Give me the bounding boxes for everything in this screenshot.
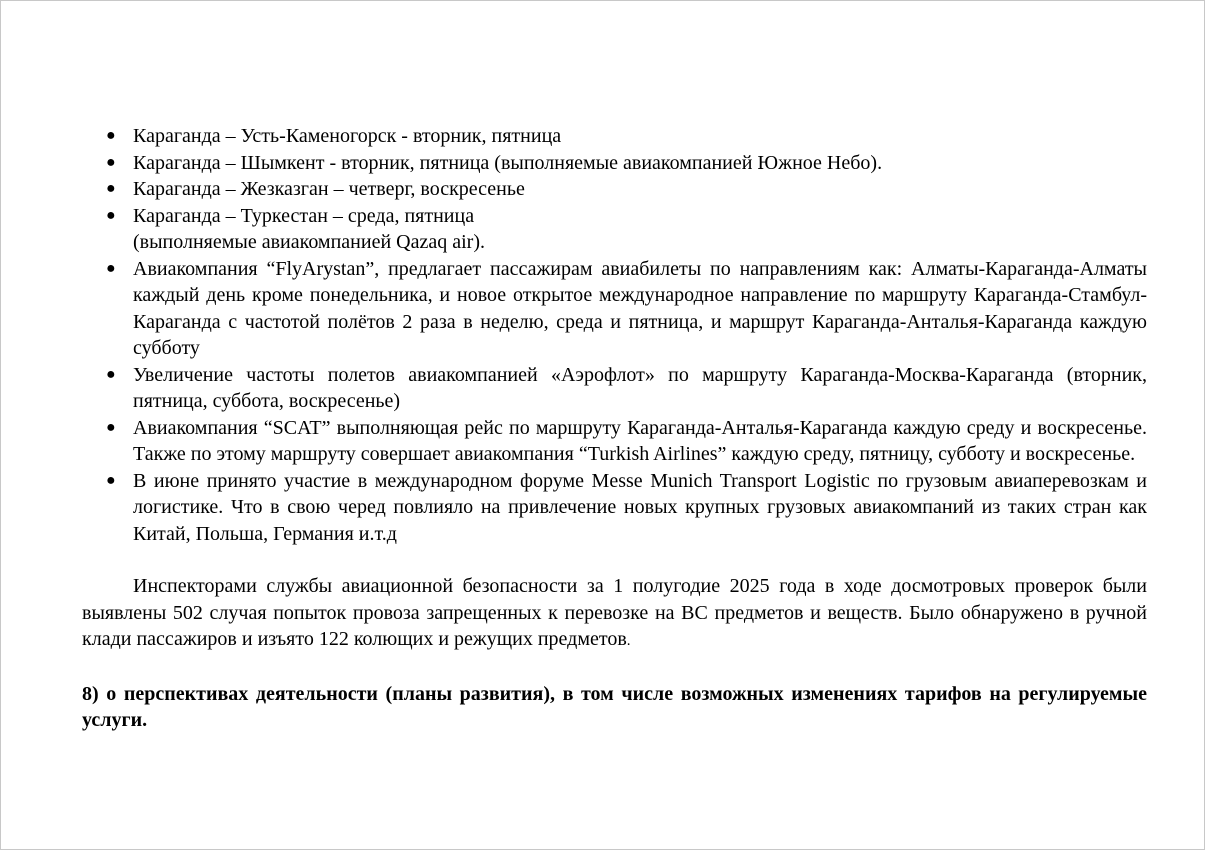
paragraph-text: Инспекторами службы авиационной безопасности за 1 полугодие 2025 года в ходе досмотровых проверок были выявлены 502 случая попыток провоза запрещенных к перевозке на ВС предметов и веществ. Было обнаружено в ручной клади пассажиров и изъято 122 колющих и режущих предметов xyxy=(82,575,1147,650)
list-item-text: Караганда – Жезказган – четверг, воскресенье xyxy=(133,178,525,200)
bullet-icon: ● xyxy=(106,418,116,436)
document-body xyxy=(82,123,1147,754)
section-heading: 8) о перспективах деятельности (планы развития), в том числе возможных изменениях тарифов на регулируемые услуги. xyxy=(82,682,1147,731)
list-item-text: Авиакомпания “SCAT” выполняющая рейс по маршруту Караганда-Анталья-Караганда каждую среду и воскресенье. Также по этому маршруту совершает авиакомпания “Turkish Airlines” каждую среду, пятницу, субботу и воскресенье. xyxy=(133,416,1147,465)
list-item xyxy=(82,256,1147,362)
list-item-text: Караганда – Усть-Каменогорск - вторник, пятница xyxy=(133,125,562,147)
list-item-text: Увеличение частоты полетов авиакомпанией «Аэрофлот» по маршруту Караганда-Москва-Караганда (вторник, пятница, суббота, воскресенье) xyxy=(133,363,1147,412)
list-item-text: В июне принято участие в международном форуме Messe Munich Transport Logistic по грузовым авиаперевозкам и логистике. Что в свою черед повлияло на привлечение новых крупных грузовых авиакомпаний из таких стран как Китай, Польша, Германия и.т.д xyxy=(133,469,1147,545)
bullet-icon: ● xyxy=(106,259,116,277)
security-paragraph xyxy=(82,573,1147,655)
list-item-text: Караганда – Туркестан – среда, пятница xyxy=(133,204,475,227)
bullet-icon: ● xyxy=(106,153,116,171)
list-item xyxy=(82,468,1147,548)
bullet-icon: ● xyxy=(106,471,116,489)
list-item-text: Авиакомпания “FlyArystan”, предлагает пассажирам авиабилеты по направлениям как: Алматы-Караганда-Алматы каждый день кроме понедельника, и новое открытое международное направление по маршруту Караганда-Стамбул-Караганда с частотой полётов 2 раза в неделю, среда и пятница, и маршрут Караганда-Анталья-Караганда каждую субботу xyxy=(133,257,1147,359)
bullet-list xyxy=(82,123,1147,547)
paragraph-end: . xyxy=(626,633,631,649)
bullet-icon: ● xyxy=(106,365,116,383)
bullet-icon: ● xyxy=(106,127,116,144)
list-item xyxy=(82,123,1147,150)
bullet-icon: ● xyxy=(106,206,116,224)
list-item xyxy=(82,176,1147,203)
bullet-icon: ● xyxy=(106,180,116,197)
list-item xyxy=(82,415,1147,468)
list-item xyxy=(82,150,1147,177)
list-item xyxy=(82,203,1147,256)
list-item xyxy=(82,362,1147,415)
list-item-text-continued: (выполняемые авиакомпанией Qazaq air). xyxy=(133,231,485,253)
list-item-text: Караганда – Шымкент - вторник, пятница (выполняемые авиакомпанией Южное Небо). xyxy=(133,151,883,174)
